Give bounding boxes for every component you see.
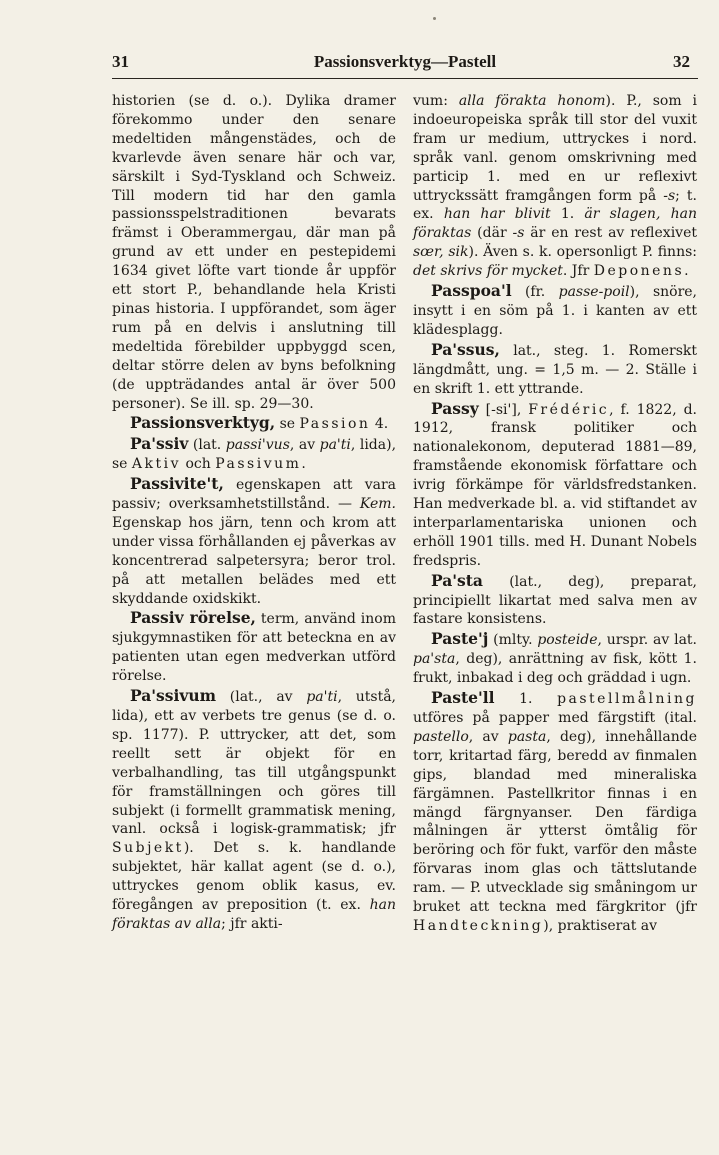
entry-text: , f. 1822, d. 1912, fransk politiker och nationalekonom, deputerad 1881—89, framstående ekonomisk författare och ivrig förkämpe för världsfredstanken. Han medverkade bl. a. vid stiftandet av interparlamentariska unionen och erhöll 1901 tills. med H. Dunant Nobels fredspris. [413, 401, 697, 569]
entry-passpoal [413, 282, 697, 340]
italic-term: han föraktas av alla [112, 897, 396, 932]
entry-text: lat., steg. 1. Romerskt längdmått, ung. = 1,5 m. — 2. Ställe i en skrift 1. ett yttrande. [413, 342, 697, 397]
entry-text: (lat., av [216, 689, 307, 706]
entry-passivitet [112, 475, 396, 608]
headword: Passivite't, [130, 474, 224, 494]
entry-text: , utstå, lida), ett av verbets tre genus (se d. o. sp. 1177). P. uttrycker, att det, som reellt sett är objekt för en verbalhandling, tas till utgångspunkt för framställningen och göres till subjekt (i formellt grammatisk mening, vanl. också i logisk-grammatisk; jfr [112, 689, 397, 838]
left-column [112, 92, 396, 934]
cross-reference: pastellmålning [557, 691, 697, 708]
entry-text: egenskapen att vara passiv; overksamhetstillstånd. — [112, 477, 396, 513]
italic-term: pa'ti [306, 689, 338, 706]
headword: Paste'j [431, 629, 489, 649]
entry-passus [413, 341, 697, 399]
italic-term: pa'ti [319, 437, 351, 454]
entry-text: och [181, 456, 216, 473]
italic-term: posteide [537, 632, 598, 649]
entry-text: (lat., deg), preparat, principiellt likartat med salva men av fastare konsistens. [413, 573, 697, 628]
headword: Pa'ssus, [431, 339, 500, 359]
entry-text: ). Det s. k. handlande subjektet, här kallat agent (se d. o.), uttryckes genom oblik kasus, ev. föregången av preposition (t. ex. [112, 840, 396, 914]
print-speck [433, 17, 436, 20]
entry-passionsverktyg [112, 414, 396, 434]
entry-text: [-si'], [478, 401, 529, 418]
cross-reference: Handteckning [413, 917, 544, 934]
entry-text: ; t. ex. [413, 187, 697, 223]
right-column-number: 32 [673, 52, 690, 71]
right-column [413, 92, 697, 936]
entry-text: . [684, 263, 689, 280]
cross-reference: Passivum [215, 456, 302, 473]
italic-term: det skrivs för mycket [413, 263, 563, 280]
italic-term: passi'vus [225, 437, 290, 454]
entry-text: . [301, 456, 306, 473]
cross-reference: Frédéric [528, 401, 610, 418]
entry-text: , av [468, 728, 508, 745]
entry-text: , av [289, 437, 320, 454]
headword: Passy [431, 398, 479, 418]
entry-passiv_rorelse [112, 609, 396, 686]
entry-historien [112, 92, 396, 413]
headword: Passiv rörelse, [130, 608, 256, 628]
entry-text: utföres på papper med färgstift (ital. [413, 710, 697, 726]
italic-term: pasta [507, 728, 547, 745]
italic-term: -s [512, 225, 525, 242]
italic-term: pastello [413, 728, 469, 745]
entry-text: historien (se d. o.). Dylika dramer förekommo under den senare medeltiden mångenstädes, och de kvarlevde även senare här och var, särskilt i Syd-Tyskland och Schweiz. Till modern tid har den gamla passionsspelstraditionen bevarats främst i Oberammergau, där man på grund av ett under en pestepidemi 1634 givet löfte vart tionde år uppför ett stort P., behandlande hela Kristi pinas historia. I uppförandet, som äger rum på en delvis i anslutning till medeltida förebilder uppbyggd scen, deltar större delen av byns befolkning (de uppträdandes antal är över 500 personer). Se ill. sp. 29—30. [112, 93, 396, 412]
headword: Pa'sta [431, 570, 483, 590]
cross-reference: Deponens [593, 263, 685, 280]
entry-text: term, använd inom sjukgymnastiken för att beteckna en av patienten utan egen medverkan utförd rörelse. [112, 611, 396, 685]
italic-term: passe-poil [558, 284, 630, 301]
entry-text: ; jfr akti- [221, 915, 283, 932]
entry-text: vum: [413, 93, 459, 109]
italic-term: Kem. [359, 496, 396, 513]
entry-text: (lat. [188, 437, 226, 454]
entry-text: , deg), anrättning av fisk, kött 1. frukt, inbakad i deg och gräddad i ugn. [413, 651, 697, 687]
entry-pasta [413, 572, 697, 630]
entry-text: se [275, 416, 300, 433]
entry-text: (där [471, 225, 513, 242]
italic-term: pa'sta [413, 651, 456, 668]
entry-passivum [112, 687, 396, 934]
entry-text: ). Även s. k. opersonligt P. finns: [468, 244, 697, 261]
entry-text: , lida), se [112, 437, 397, 473]
entry-text: ), praktiserat av [543, 917, 658, 934]
left-column-number: 31 [112, 52, 129, 71]
entry-text: 1. [494, 691, 558, 708]
cross-reference: Subjekt [112, 840, 184, 857]
italic-term: sœr, sik [413, 244, 469, 261]
headword: Passionsverktyg, [130, 413, 276, 433]
entry-text: . Jfr [562, 263, 594, 280]
entry-text: ), snöre, insytt i en söm på 1. i kanten av ett klädesplagg. [413, 284, 698, 338]
entry-pastell [413, 689, 697, 936]
entry-text: 4. [370, 416, 389, 433]
entry-passy [413, 400, 697, 571]
entry-text: är en rest av reflexivet [524, 225, 697, 242]
headword: Passpoa'l [431, 281, 512, 301]
headword: Pa'ssivum [130, 686, 217, 706]
headword: Pa'ssiv [130, 434, 189, 454]
italic-term: han har blivit [443, 206, 551, 223]
cross-reference: Aktiv [131, 456, 182, 473]
italic-term: alla förakta honom [458, 93, 606, 109]
header-rule [112, 78, 698, 79]
entry-pastej [413, 630, 697, 688]
italic-term: är slagen, han föraktas [413, 206, 697, 242]
entry-text: Egenskap hos järn, tenn och krom att under vissa förhållanden ej påverkas av koncentrerad salpetersyra; beror trol. på att metallen belädes med ett skyddande oxidskikt. [112, 514, 396, 607]
cross-reference: Passion [299, 416, 371, 433]
entry-text: ). P., som i indoeuropeiska språk till stor del vuxit fram ur medium, uttryckes i nord. språk vanl. genom omskrivning med particip 1. med en ur reflexivt uttryckssätt framgången form på [413, 93, 697, 204]
entry-passiv [112, 435, 396, 474]
entry-text: , urspr. av lat. [597, 632, 697, 649]
entry-text: 1. [550, 206, 585, 223]
italic-term: -s [663, 187, 676, 204]
running-header [112, 48, 698, 76]
entry-text: , deg), innehållande torr, kritartad färg, beredd av finmalen gips, blandad med mineraliska färgämnen. Pastellkritor finnas i en mängd färgnyanser. Den färdiga målningen är ytterst ömtålig för beröring och för fukt, varför den måste förvaras inom glas och tättslutande ram. — P. utvecklade sig småningom ur bruket att teckna med färgkritor (jfr [413, 728, 698, 916]
entry-text: (mlty. [488, 632, 538, 649]
entry-vum [413, 92, 697, 281]
headword: Paste'll [431, 688, 495, 708]
running-title: Passionsverktyg—Pastell [313, 52, 497, 71]
entry-text: (fr. [511, 284, 559, 301]
